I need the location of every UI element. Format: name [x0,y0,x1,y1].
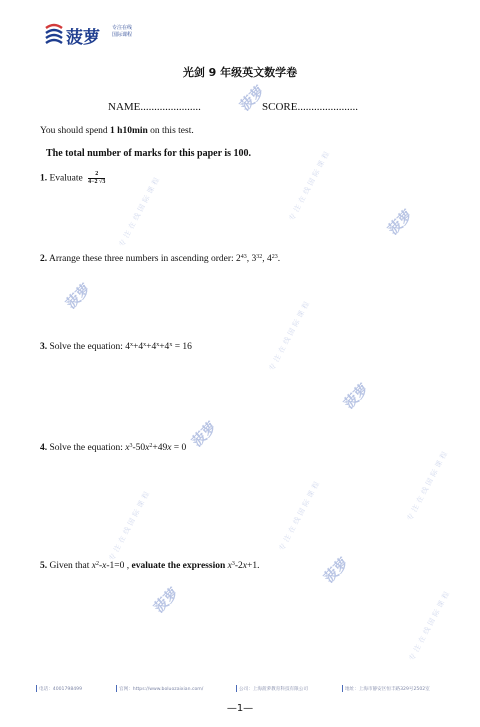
footer-website: 官网：https://www.boluozaixian.com/ [119,687,204,692]
page-title: 光剑 9 年级英文数学卷 [182,66,298,79]
watermark-text: 专注在线国际课程 [267,297,313,373]
watermark-logo: 菠萝 [237,83,269,115]
question-3: 3. Solve the equation: $4^x+4^x+4^x+4^x = 16$ [40,342,192,352]
watermark-text: 专注在线国际课程 [117,173,163,249]
footer-contact-bar [36,684,446,694]
time-instruction: You should spend 1 h10min on this test. [40,126,194,136]
watermark-text: 专注在线国际课程 [287,147,333,223]
watermark-logo: 菠萝 [189,419,221,451]
question-4: 4. Solve the equation: $x^3-50x^2+49x = 0$ [40,443,187,453]
watermark-logo: 菠萝 [151,585,183,617]
footer-phone: 电话：4001798499 [39,687,83,692]
watermark-text: 专注在线国际课程 [407,587,453,663]
brand-logo-subtitle: 专注在线 国际课程 [112,25,133,38]
watermark-logo: 菠萝 [385,207,417,239]
brand-logo-text: 菠萝 [66,28,100,48]
question-1-fraction: $\frac{2}{4-2 √3}$ [88,171,106,185]
question-5: 5. Given that $x^2-x-1=0$ , evaluate the expression $x^3-2x+1$. [40,561,260,571]
question-1: 1. Evaluate $\frac{2}{4-2 √3}$ [40,171,106,185]
question-2: 2. Arrange these three numbers in ascending order: $2^{43}$, $3^{32}$, $4^{23}$. [40,254,281,264]
watermark-text: 专注在线国际课程 [405,447,451,523]
footer-company: 公司：上海菠萝教育科技有限公司 [239,687,308,692]
watermark-text: 专注在线国际课程 [277,477,323,553]
score-field-label: SCORE...................... [262,101,358,113]
brand-logo [44,22,134,46]
watermark-logo: 菠萝 [341,381,373,413]
brand-logo-mark-icon [44,22,64,46]
name-field-label: NAME...................... [108,101,201,113]
watermark-logo: 菠萝 [63,281,95,313]
total-marks-note: The total number of marks for this paper is 100. [46,148,252,159]
page-number: —1— [226,703,254,714]
watermark-logo: 菠萝 [321,555,353,587]
footer-address: 地址：上海市静安区恒丰路329号2502室 [345,687,430,692]
watermark-text: 专注在线国际课程 [107,487,153,563]
